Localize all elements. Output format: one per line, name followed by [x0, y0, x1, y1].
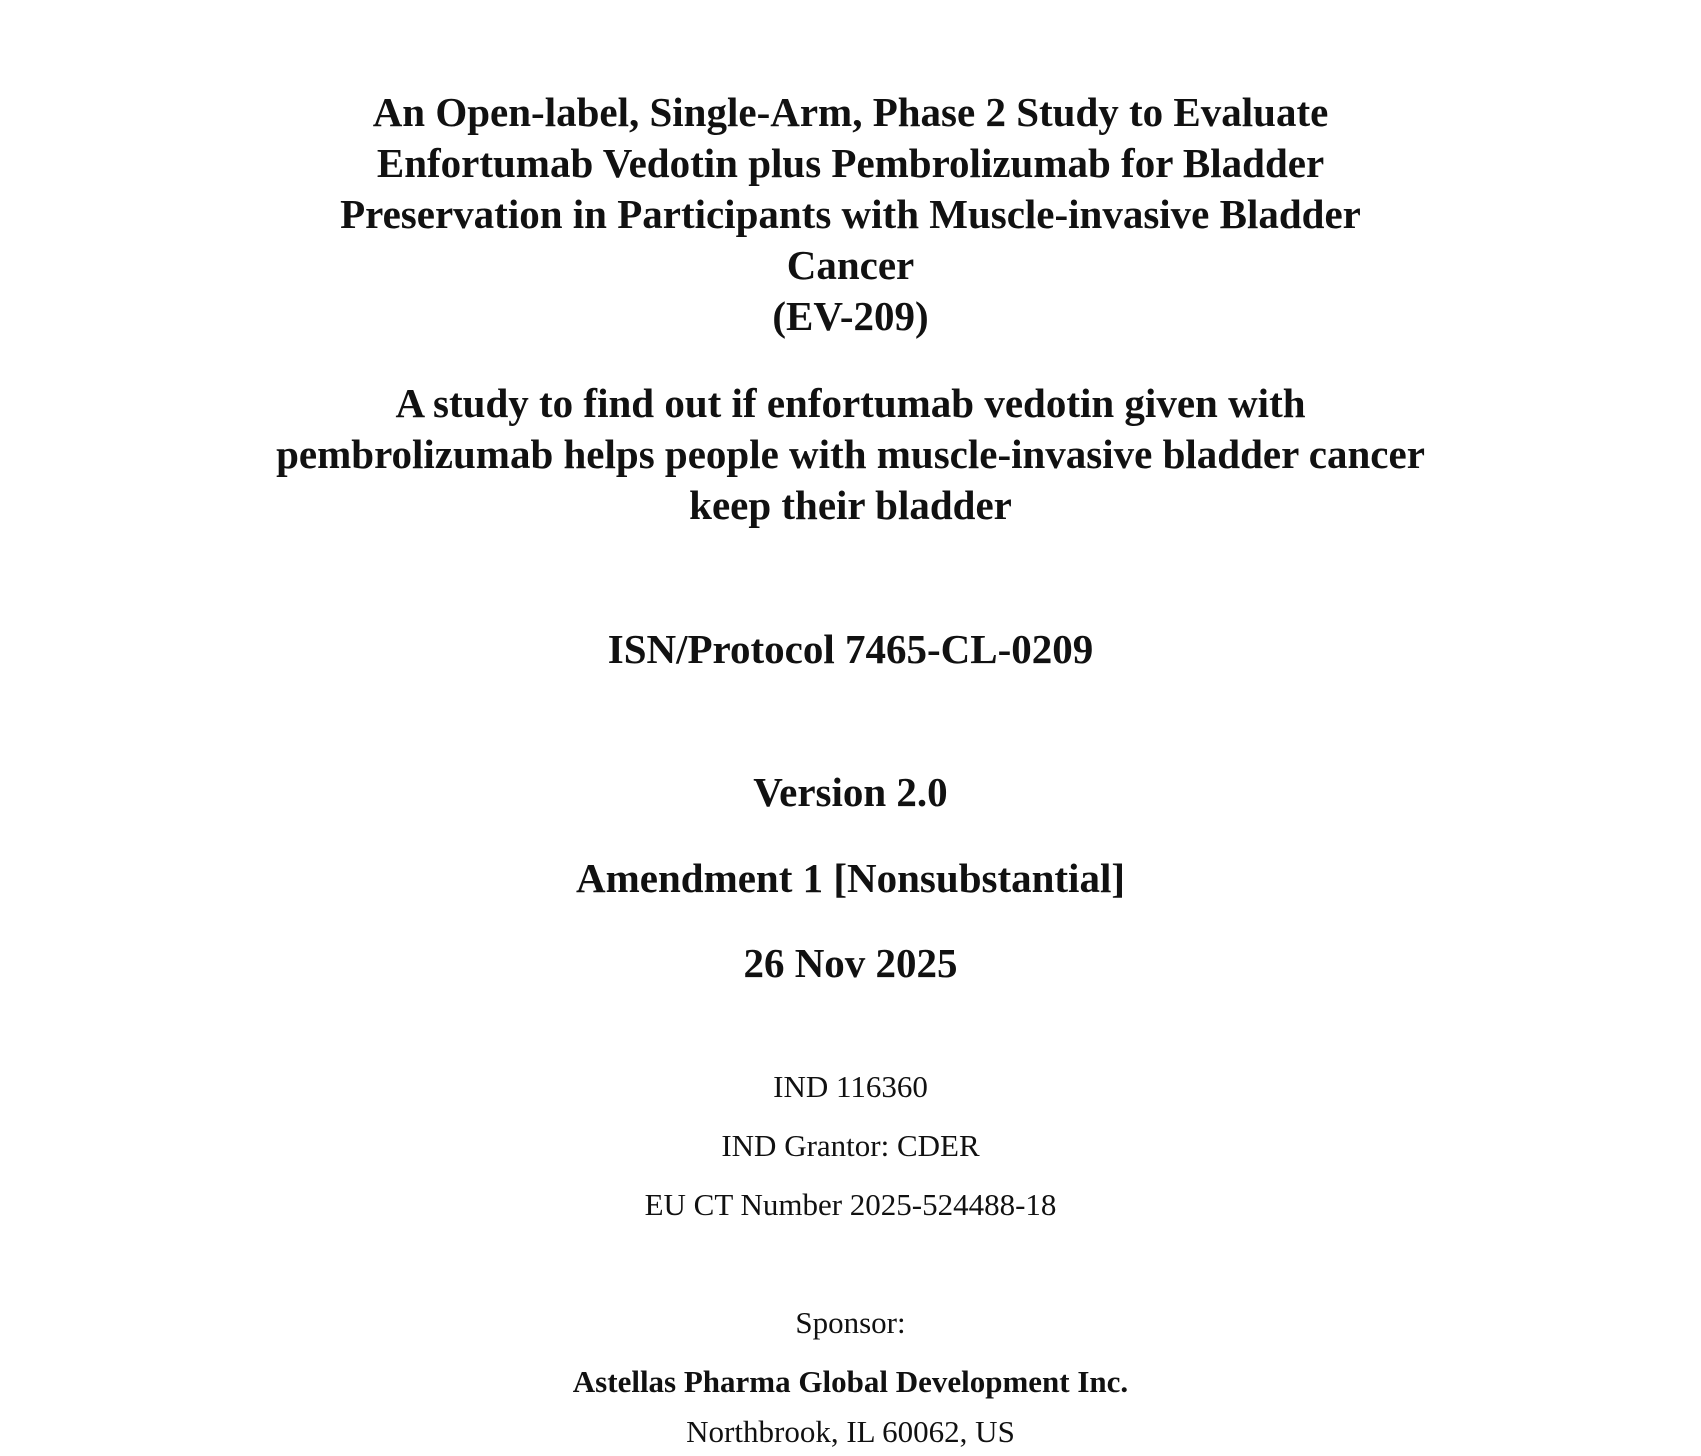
sponsor-label: Sponsor:: [795, 1305, 906, 1340]
ind-grantor: IND Grantor: CDER: [721, 1128, 980, 1163]
ind-number: IND 116360: [773, 1069, 928, 1104]
title-line-5: (EV-209): [772, 293, 929, 339]
title-line-2: Enfortumab Vedotin plus Pembrolizumab for Bladder: [376, 140, 1325, 186]
version-label: Version 2.0: [753, 769, 948, 815]
subtitle-line-3: keep their bladder: [689, 482, 1012, 528]
amendment-label: Amendment 1 [Nonsubstantial]: [576, 855, 1125, 901]
protocol-number: ISN/Protocol 7465-CL-0209: [607, 626, 1094, 672]
title-line-3: Preservation in Participants with Muscle-invasive Bladder: [340, 191, 1361, 237]
eu-ct-number: EU CT Number 2025-524488-18: [644, 1187, 1057, 1222]
sponsor-address: Northbrook, IL 60062, US: [686, 1414, 1015, 1449]
subtitle-line-1: A study to find out if enfortumab vedotin given with: [395, 380, 1306, 426]
title-line-4: Cancer: [786, 242, 915, 288]
sponsor-name: Astellas Pharma Global Development Inc.: [572, 1364, 1129, 1399]
document-date: 26 Nov 2025: [743, 940, 958, 986]
title-line-1: An Open-label, Single-Arm, Phase 2 Study to Evaluate: [372, 89, 1329, 135]
subtitle-line-2: pembrolizumab helps people with muscle-invasive bladder cancer: [276, 431, 1425, 477]
